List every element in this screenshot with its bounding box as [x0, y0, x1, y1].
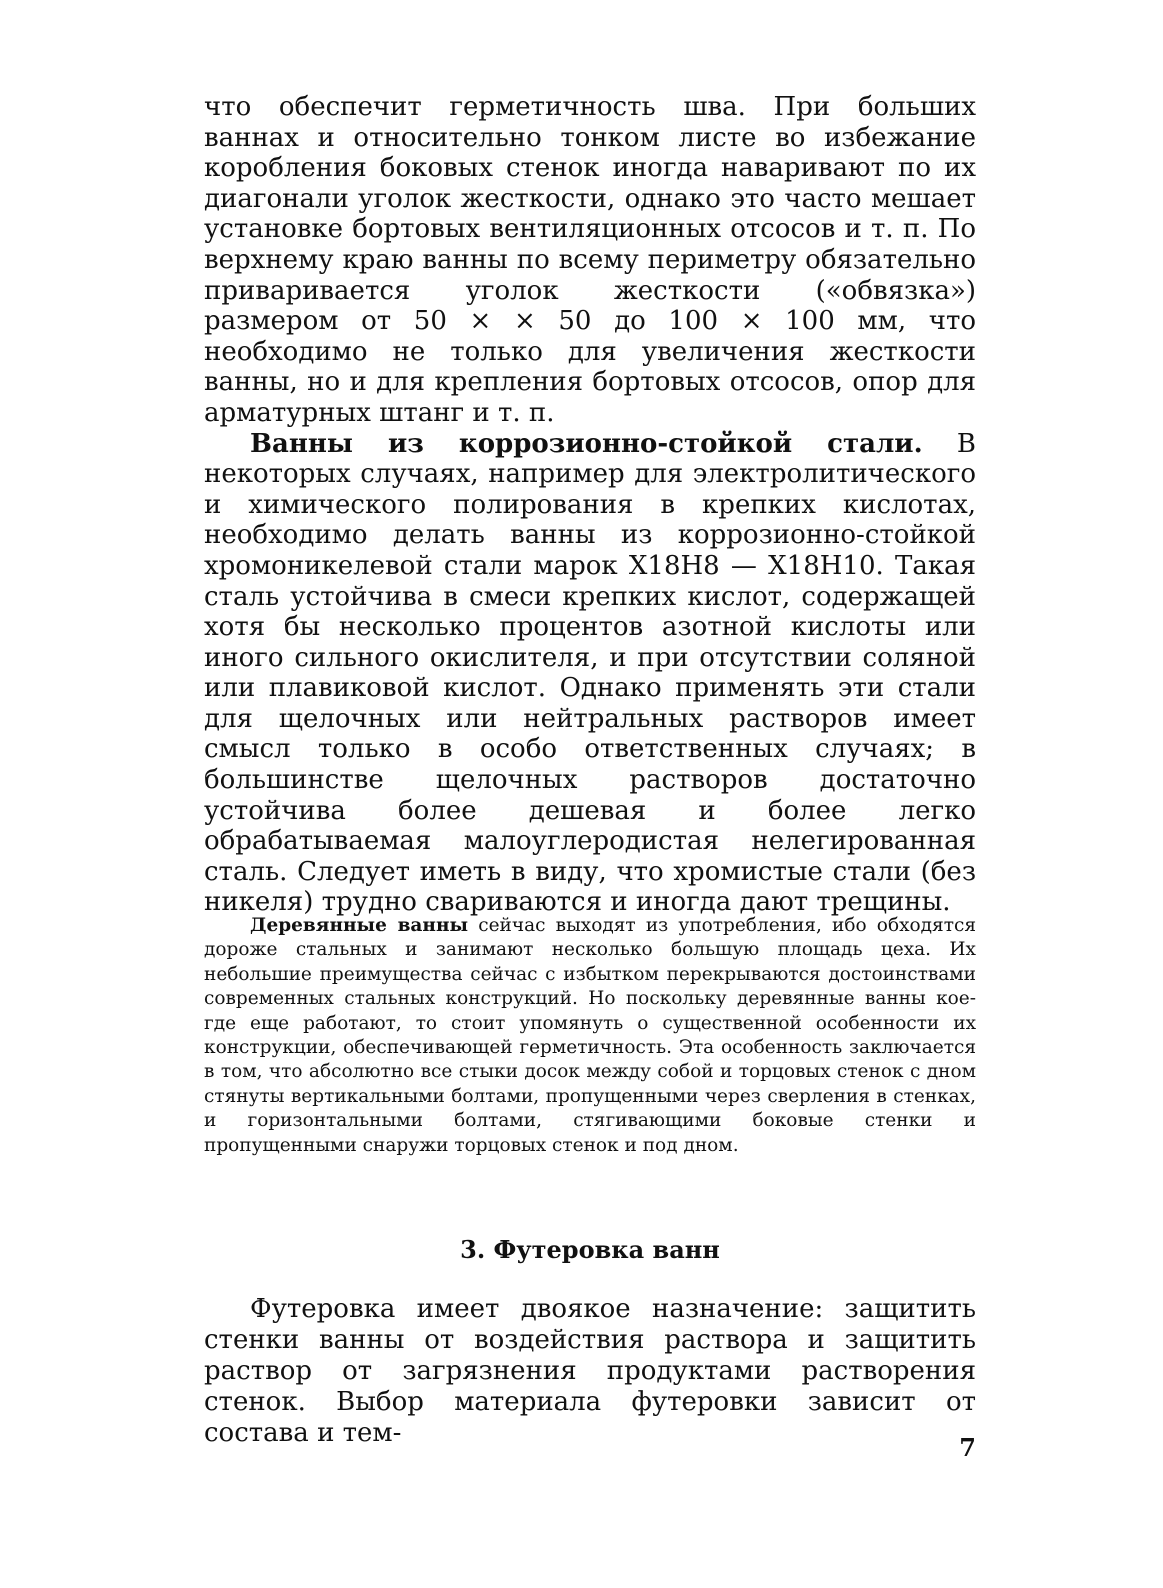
small-print-block [204, 914, 976, 1158]
paragraph-lead: Деревянные ванны [250, 915, 469, 936]
paragraph-wooden-baths [204, 914, 976, 1158]
page-number: 7 [959, 1433, 976, 1462]
paragraph-weld-tightness [204, 92, 976, 429]
paragraph-stainless-steel-baths [204, 429, 976, 919]
paragraph-body: что обеспечит герметичность шва. При больших ваннах и относительно тонком листе во избежание коробления боковых стенок иногда наваривают по их диагонали уголок жесткости, однако это часто мешает установке бортовых вентиляционных отсосов и т. п. По верхнему краю ванны по всему периметру обязательно приваривается уголок жесткости («обвязка») размером от 50 × × 50 до 100 × 100 мм, что необходимо не только для увеличения жесткости ванны, но и для крепления бортовых отсосов, опор для арматурных штанг и т. п. [204, 92, 976, 428]
section-heading: 3. Футеровка ванн [460, 1235, 720, 1264]
section-text-block [204, 1294, 976, 1449]
paragraph-body: сейчас выходят из употребления, ибо обходятся дороже стальных и занимают несколько большую площадь цеха. Их небольшие преимущества сейчас с избытком перекрываются достоинствами современных стальных конструкций. Но поскольку деревянные ванны кое-где еще работают, то стоит упомянуть о существенной особенности их конструкции, обеспечивающей герметичность. Эта особенность заключается в том, что абсолютно все стыки досок между собой и торцовых стенок с дном стянуты вертикальными болтами, пропущенными через сверления в стенках, и горизонтальными болтами, стягивающими боковые стенки и пропущенными снаружи торцовых стенок и под дном. [204, 915, 976, 1156]
paragraph-lining-purpose: Футеровка имеет двоякое назначение: защитить стенки ванны от воздействия раствора и защитить раствор от загрязнения продуктами растворения стенок. Выбор материала футеровки зависит от состава и тем- [204, 1294, 976, 1448]
paragraph-lead: Ванны из коррозионно-стойкой стали. [250, 428, 923, 459]
main-text-block [204, 92, 976, 918]
paragraph-body: В некоторых случаях, например для электролитического и химического полирования в крепких кислотах, необходимо делать ванны из коррозионно-стойкой хромоникелевой стали марок Х18Н8 — Х18Н10. Такая сталь устойчива в смеси крепких кислот, содержащей хотя бы несколько процентов азотной кислоты или иного сильного окислителя, и при отсутствии соляной или плавиковой кислот. Однако применять эти стали для щелочных или нейтральных растворов имеет смысл только в особо ответственных случаях; в большинстве щелочных растворов достаточно устойчива более дешевая и более легко обрабатываемая малоуглеродистая нелегированная сталь. Следует иметь в виду, что хромистые стали (без никеля) трудно свариваются и иногда дают трещины. [204, 428, 976, 918]
